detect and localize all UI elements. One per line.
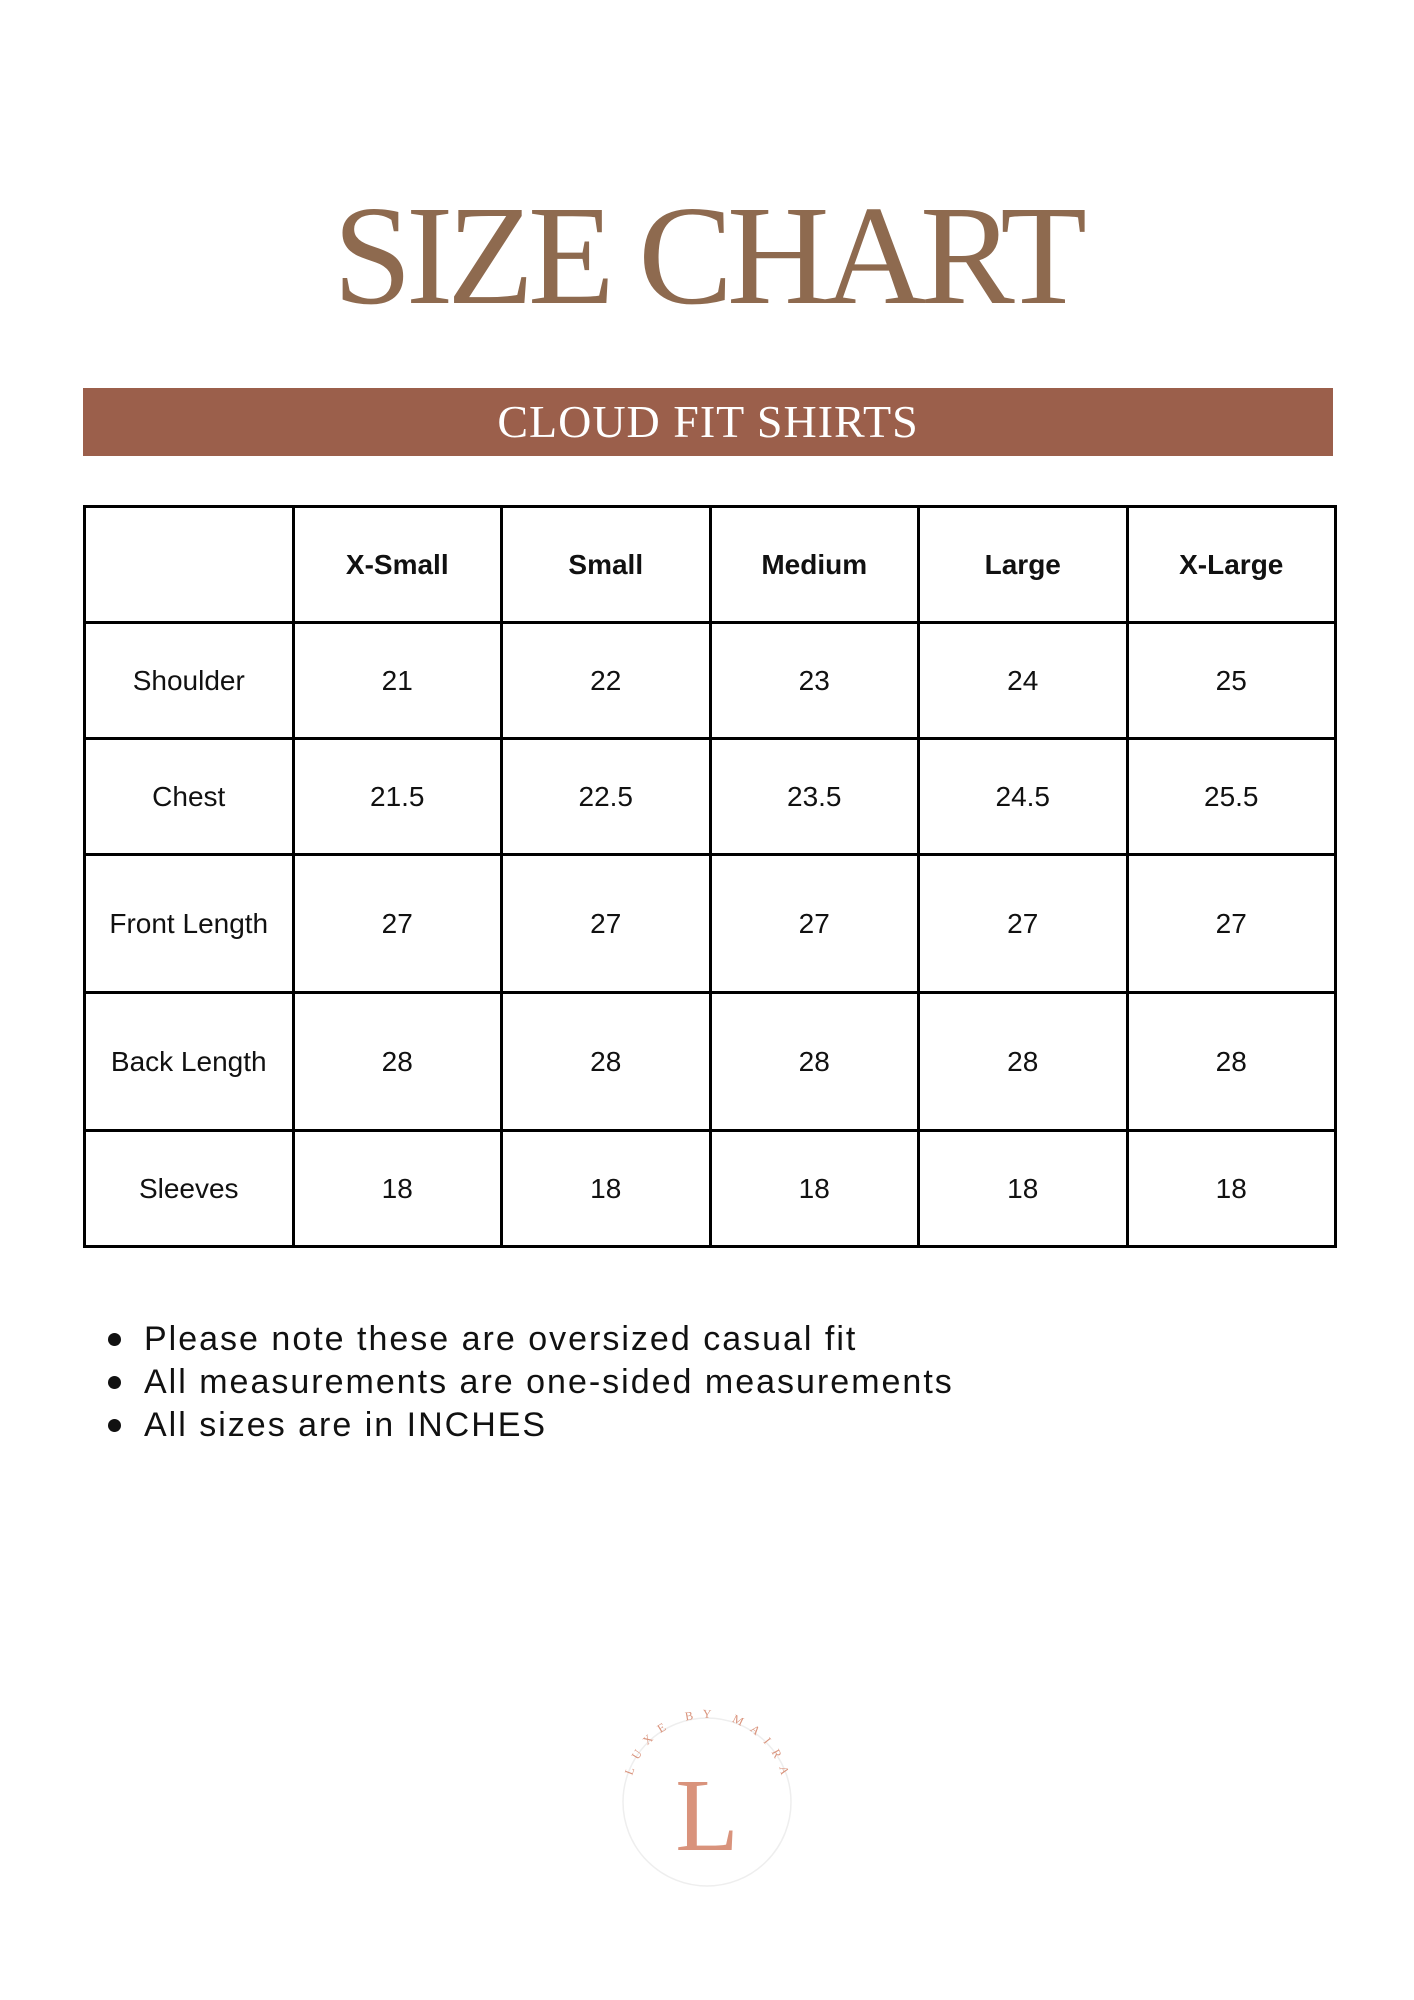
table-row [85, 855, 1336, 993]
row-label: Front Length [85, 855, 294, 993]
table-cell: 28 [919, 993, 1128, 1131]
list-item [108, 1404, 954, 1447]
notes-list [108, 1318, 954, 1447]
header-cell-large: Large [919, 507, 1128, 623]
table-row [85, 1131, 1336, 1247]
table-cell: 25.5 [1127, 739, 1336, 855]
row-label: Back Length [85, 993, 294, 1131]
table-cell: 24 [919, 623, 1128, 739]
size-table [83, 505, 1337, 1248]
table-cell: 18 [919, 1131, 1128, 1247]
table-cell: 23 [710, 623, 919, 739]
row-label: Chest [85, 739, 294, 855]
logo-ring-text-path: LUXE BY MAIRA [621, 1706, 795, 1785]
table-cell: 27 [502, 855, 711, 993]
bullet-icon [108, 1376, 121, 1389]
table-cell: 18 [293, 1131, 502, 1247]
product-banner [83, 388, 1333, 456]
list-item [108, 1318, 954, 1361]
table-cell: 22 [502, 623, 711, 739]
bullet-icon [108, 1419, 121, 1432]
brand-logo [612, 1700, 802, 1890]
table-cell: 23.5 [710, 739, 919, 855]
table-row [85, 623, 1336, 739]
table-cell: 22.5 [502, 739, 711, 855]
row-label: Sleeves [85, 1131, 294, 1247]
bullet-icon [108, 1333, 121, 1346]
table-cell: 18 [1127, 1131, 1336, 1247]
note-text: All sizes are in INCHES [144, 1406, 548, 1444]
logo-letter: L [675, 1758, 739, 1873]
table-cell: 18 [710, 1131, 919, 1247]
banner-title: CLOUD FIT SHIRTS [497, 396, 919, 447]
page-title: SIZE CHART [333, 176, 1081, 334]
header-cell-x-large: X-Large [1127, 507, 1336, 623]
table-cell: 27 [1127, 855, 1336, 993]
table-cell: 27 [710, 855, 919, 993]
table-cell: 21 [293, 623, 502, 739]
header-cell-empty [85, 507, 294, 623]
table-cell: 28 [502, 993, 711, 1131]
table-cell: 28 [710, 993, 919, 1131]
note-text: Please note these are oversized casual fit [144, 1320, 858, 1358]
table-header-row [85, 507, 1336, 623]
header-cell-medium: Medium [710, 507, 919, 623]
note-text: All measurements are one-sided measurements [144, 1363, 954, 1401]
table-cell: 28 [293, 993, 502, 1131]
table-cell: 27 [919, 855, 1128, 993]
header-cell-small: Small [502, 507, 711, 623]
header-cell-x-small: X-Small [293, 507, 502, 623]
table-row [85, 993, 1336, 1131]
table-row [85, 739, 1336, 855]
list-item [108, 1361, 954, 1404]
table-cell: 21.5 [293, 739, 502, 855]
table-cell: 24.5 [919, 739, 1128, 855]
table-cell: 18 [502, 1131, 711, 1247]
table-cell: 28 [1127, 993, 1336, 1131]
row-label: Shoulder [85, 623, 294, 739]
table-cell: 25 [1127, 623, 1336, 739]
table-cell: 27 [293, 855, 502, 993]
